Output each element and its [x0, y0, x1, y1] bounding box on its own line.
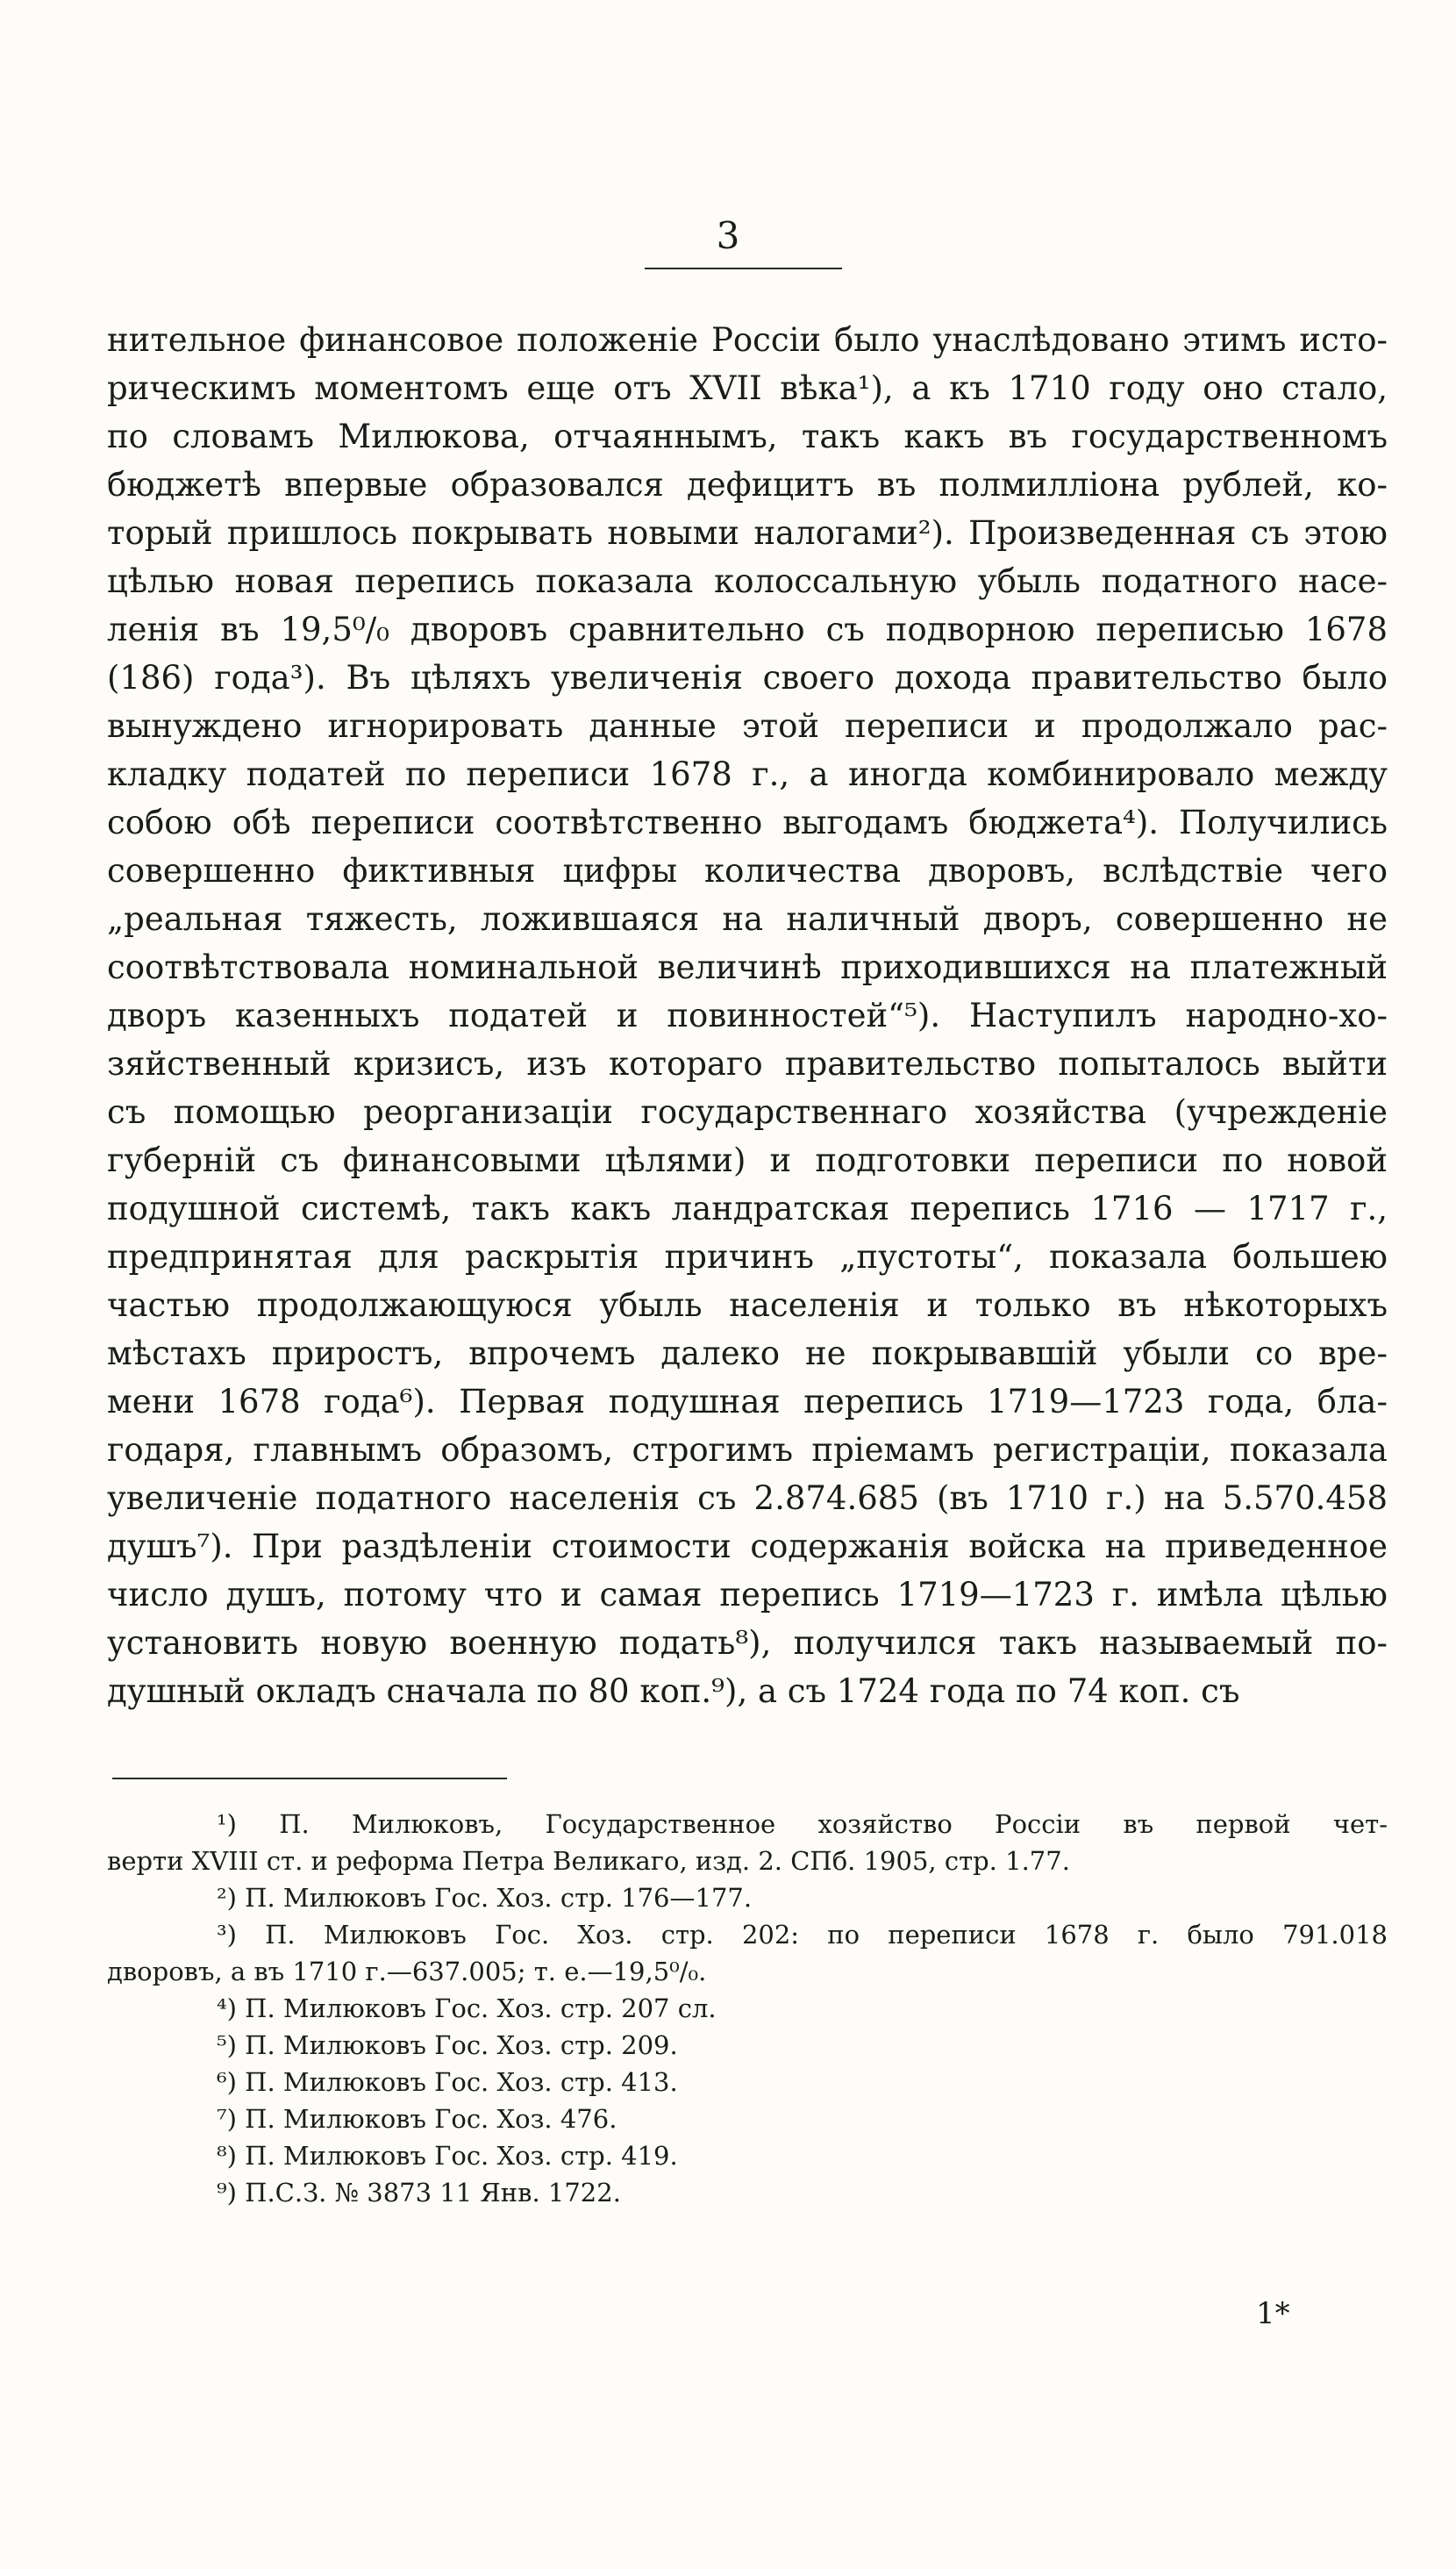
footnote-line: ⁵) П. Милюковъ Гос. Хоз. стр. 209.: [217, 2030, 678, 2060]
text-line: нительное финансовое положеніе Россіи было унаслѣдовано этимъ исто-: [107, 321, 1388, 359]
text-line: мени 1678 года⁶). Первая подушная перепись 1719—1723 года, бла-: [107, 1383, 1388, 1420]
text-line: частью продолжающуюся убыль населенія и только въ нѣкоторыхъ: [107, 1286, 1388, 1324]
text-line: собою обѣ переписи соотвѣтственно выгодамъ бюджета⁴). Получились: [107, 804, 1388, 841]
footnote-line: ⁴) П. Милюковъ Гос. Хоз. стр. 207 сл.: [217, 1993, 717, 2023]
text-line: увеличеніе податного населенія съ 2.874.685 (въ 1710 г.) на 5.570.458: [107, 1479, 1388, 1517]
footnotes: [107, 1806, 1388, 2211]
text-line: „реальная тяжесть, ложившаяся на наличный дворъ, совершенно не: [107, 900, 1388, 938]
signature-mark: 1*: [1256, 2296, 1290, 2331]
text-line: цѣлью новая перепись показала колоссальную убыль податного насе-: [107, 562, 1388, 600]
text-line: торый пришлось покрывать новыми налогами²). Произведенная съ этою: [107, 514, 1388, 552]
text-line: подушной системѣ, такъ какъ ландратская перепись 1716 — 1717 г.,: [107, 1190, 1388, 1227]
text-line: бюджетѣ впервые образовался дефицитъ въ полмилліона рублей, ко-: [107, 466, 1388, 504]
header-rule: [645, 268, 842, 269]
text-line: душный окладъ сначала по 80 коп.⁹), а съ 1724 года по 74 коп. съ: [107, 1672, 1240, 1710]
text-line: дворъ казенныхъ податей и повинностей“⁵). Наступилъ народно-хо-: [107, 997, 1388, 1034]
main-text: [107, 316, 1388, 1715]
text-line: предпринятая для раскрытія причинъ „пустоты“, показала большею: [107, 1238, 1388, 1276]
text-line: число душъ, потому что и самая перепись 1719—1723 г. имѣла цѣлью: [107, 1576, 1388, 1614]
text-line: мѣстахъ приростъ, впрочемъ далеко не покрывавшій убыли со вре-: [107, 1335, 1388, 1372]
footnote-line: ¹) П. Милюковъ, Государственное хозяйство Россіи въ первой чет-: [217, 1809, 1388, 1839]
footnote-line: ⁶) П. Милюковъ Гос. Хоз. стр. 413.: [217, 2067, 678, 2097]
text-line: съ помощью реорганизаціи государственнаго хозяйства (учрежденіе: [107, 1093, 1388, 1131]
footnote-line: ²) П. Милюковъ Гос. Хоз. стр. 176—177.: [217, 1883, 753, 1913]
text-line: вынуждено игнорировать данные этой переписи и продолжало рас-: [107, 707, 1388, 745]
text-line: губерній съ финансовыми цѣлями) и подготовки переписи по новой: [107, 1141, 1388, 1179]
text-line: по словамъ Милюкова, отчаяннымъ, такъ какъ въ государственномъ: [107, 418, 1388, 455]
footnote-line: верти XVIII ст. и реформа Петра Великаго, изд. 2. СПб. 1905, стр. 1.77.: [107, 1846, 1070, 1876]
text-line: установить новую военную подать⁸), получился такъ называемый по-: [107, 1624, 1388, 1662]
footnote-line: ⁷) П. Милюковъ Гос. Хоз. 476.: [217, 2104, 617, 2134]
text-line: (186) года³). Въ цѣляхъ увеличенія своего дохода правительство было: [107, 659, 1388, 697]
footnote-line: дворовъ, а въ 1710 г.—637.005; т. е.—19,5⁰/₀.: [107, 1957, 707, 1986]
page-number: 3: [716, 214, 740, 257]
text-line: душъ⁷). При раздѣленіи стоимости содержанія войска на приведенное: [107, 1528, 1388, 1565]
footnote-line: ⁹) П.С.З. № 3873 11 Янв. 1722.: [217, 2178, 621, 2208]
footnote-line: ⁸) П. Милюковъ Гос. Хоз. стр. 419.: [217, 2141, 678, 2171]
text-line: кладку податей по переписи 1678 г., а иногда комбинировало между: [107, 755, 1388, 793]
text-line: ленія въ 19,5⁰/₀ дворовъ сравнительно съ подворною переписью 1678: [107, 611, 1388, 648]
text-line: годаря, главнымъ образомъ, строгимъ пріемамъ регистраціи, показала: [107, 1431, 1388, 1469]
text-line: совершенно фиктивныя цифры количества дворовъ, вслѣдствіе чего: [107, 852, 1388, 890]
text-line: рическимъ моментомъ еще отъ XVII вѣка¹), а къ 1710 году оно стало,: [107, 369, 1388, 407]
footnote-rule: [112, 1778, 507, 1779]
text-line: зяйственный кризисъ, изъ котораго правительство попыталось выйти: [107, 1045, 1388, 1083]
text-line: соотвѣтствовала номинальной величинѣ приходившихся на платежный: [107, 948, 1388, 986]
footnote-line: ³) П. Милюковъ Гос. Хоз. стр. 202: по переписи 1678 г. было 791.018: [217, 1920, 1388, 1950]
